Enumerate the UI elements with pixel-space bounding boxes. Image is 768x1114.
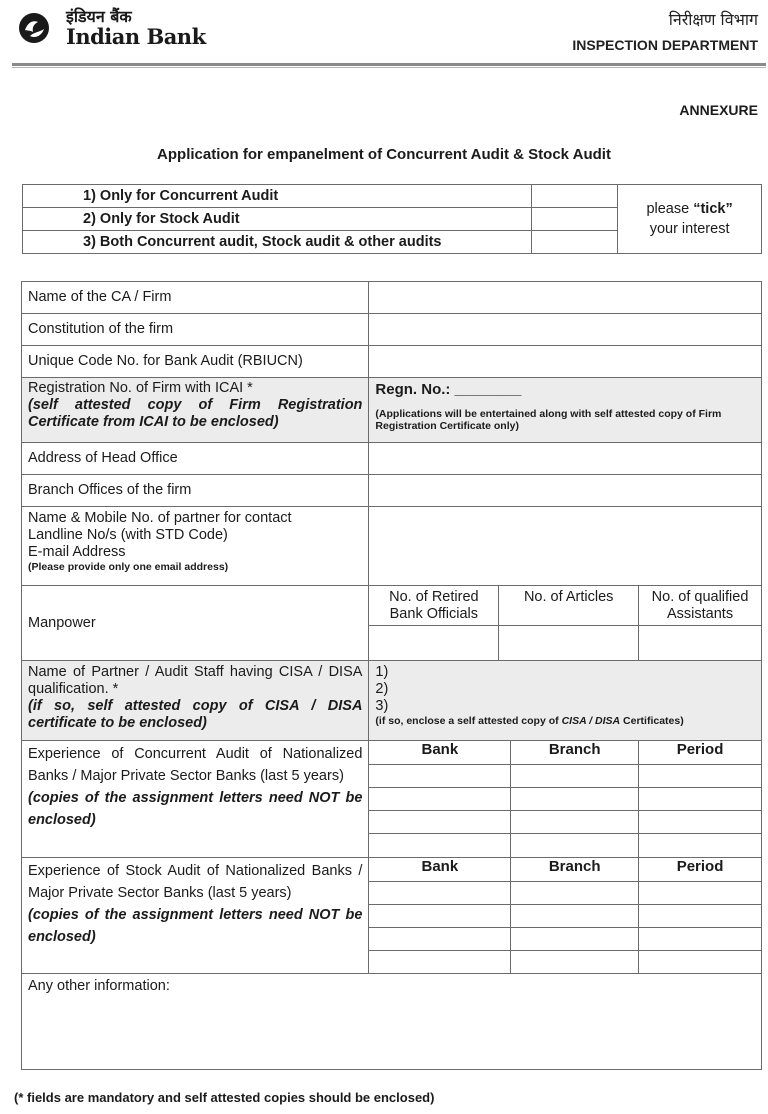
- exp-branch-field[interactable]: [511, 905, 639, 928]
- exp-stock-cell: [22, 858, 369, 974]
- cisa-field[interactable]: [369, 661, 762, 741]
- other-info-field[interactable]: [22, 974, 762, 1070]
- option-tick-box[interactable]: [532, 185, 618, 208]
- exp-branch-field[interactable]: [511, 928, 639, 951]
- cisa-enclose-suffix: Certificates): [620, 715, 684, 727]
- manpower-assistants-header: No. of qualified Assistants: [639, 586, 762, 626]
- cisa-note: (if so, self attested copy of CISA / DISA certificate to be enclosed): [28, 698, 363, 731]
- form-row-unique-code: [22, 346, 762, 378]
- manpower-label: Manpower: [22, 586, 369, 661]
- branch-offices-field[interactable]: [369, 475, 762, 507]
- exp-concurrent-branch-header: Branch: [511, 741, 639, 765]
- exp-concurrent-label: Experience of Concurrent Audit of Nationalized Banks / Major Private Sector Banks (last 5 years): [28, 746, 363, 784]
- option-label: 1) Only for Concurrent Audit: [23, 185, 532, 208]
- department-hindi: निरीक्षण विभाग: [668, 10, 758, 29]
- exp-branch-field[interactable]: [511, 765, 639, 788]
- option-row: [23, 185, 762, 208]
- exp-branch-field[interactable]: [511, 811, 639, 834]
- application-form-table: [21, 281, 762, 1070]
- registration-note: (self attested copy of Firm Registration Certificate from ICAI to be enclosed): [28, 397, 363, 430]
- exp-period-field[interactable]: [639, 765, 762, 788]
- constitution-field[interactable]: [369, 314, 762, 346]
- name-of-ca-label: Name of the CA / Firm: [22, 282, 369, 314]
- cisa-item: 2): [375, 681, 389, 697]
- contact-email-label: E-mail Address: [28, 544, 126, 560]
- form-row-branch-offices: [22, 475, 762, 507]
- exp-period-field[interactable]: [639, 811, 762, 834]
- exp-branch-field[interactable]: [511, 834, 639, 858]
- form-row-contact: [22, 507, 762, 586]
- logo-english-text: Indian Bank: [66, 24, 206, 49]
- contact-partner-label: Name & Mobile No. of partner for contact: [28, 510, 292, 526]
- exp-branch-field[interactable]: [511, 882, 639, 905]
- logo-hindi-text: इंडियन बैंक: [66, 7, 132, 26]
- exp-concurrent-note: (copies of the assignment letters need NOT be enclosed): [28, 790, 363, 828]
- exp-stock-bank-header: Bank: [369, 858, 511, 882]
- tick-prefix: please: [646, 201, 694, 217]
- manpower-retired-header: No. of Retired Bank Officials: [369, 586, 499, 626]
- mandatory-footnote: (* fields are mandatory and self attested copies should be enclosed): [14, 1090, 435, 1105]
- header-rule: [12, 63, 766, 66]
- cisa-enclose-italic: CISA / DISA: [561, 715, 621, 727]
- exp-bank-field[interactable]: [369, 834, 511, 858]
- exp-period-field[interactable]: [639, 905, 762, 928]
- branch-offices-label: Branch Offices of the firm: [22, 475, 369, 507]
- registration-label: Registration No. of Firm with ICAI *: [28, 380, 253, 396]
- form-row-manpower-head: [22, 586, 762, 626]
- exp-branch-field[interactable]: [511, 951, 639, 974]
- option-tick-box[interactable]: [532, 231, 618, 254]
- exp-stock-note: (copies of the assignment letters need NOT be enclosed): [28, 907, 363, 945]
- cisa-enclose-prefix: (if so, enclose a self attested copy of: [375, 715, 562, 727]
- manpower-retired-field[interactable]: [369, 626, 499, 661]
- option-tick-box[interactable]: [532, 208, 618, 231]
- exp-bank-field[interactable]: [369, 765, 511, 788]
- exp-bank-field[interactable]: [369, 905, 511, 928]
- form-row-name: [22, 282, 762, 314]
- exp-period-field[interactable]: [639, 928, 762, 951]
- constitution-label: Constitution of the firm: [22, 314, 369, 346]
- cisa-enclose-note: [375, 715, 755, 727]
- exp-period-field[interactable]: [639, 788, 762, 811]
- address-field[interactable]: [369, 443, 762, 475]
- name-of-ca-field[interactable]: [369, 282, 762, 314]
- cisa-item: 3): [375, 698, 389, 714]
- exp-concurrent-period-header: Period: [639, 741, 762, 765]
- other-info-label: Any other information:: [28, 978, 170, 994]
- exp-bank-field[interactable]: [369, 882, 511, 905]
- exp-bank-field[interactable]: [369, 811, 511, 834]
- tick-suffix: your interest: [649, 221, 730, 237]
- exp-period-field[interactable]: [639, 882, 762, 905]
- contact-landline-label: Landline No/s (with STD Code): [28, 527, 228, 543]
- indian-bank-logo-icon: [18, 12, 50, 44]
- annexure-label: ANNEXURE: [679, 102, 758, 118]
- exp-concurrent-header-row: [22, 741, 762, 765]
- manpower-assistants-field[interactable]: [639, 626, 762, 661]
- exp-bank-field[interactable]: [369, 928, 511, 951]
- exp-branch-field[interactable]: [511, 788, 639, 811]
- exp-bank-field[interactable]: [369, 788, 511, 811]
- exp-bank-field[interactable]: [369, 951, 511, 974]
- form-row-other-info: [22, 974, 762, 1070]
- form-row-cisa: [22, 661, 762, 741]
- form-row-constitution: [22, 314, 762, 346]
- manpower-articles-field[interactable]: [499, 626, 639, 661]
- audit-options-table: [22, 184, 762, 254]
- cisa-label: Name of Partner / Audit Staff having CISA / DISA qualification. *: [28, 664, 363, 697]
- option-label: 2) Only for Stock Audit: [23, 208, 532, 231]
- cisa-cell: [22, 661, 369, 741]
- unique-code-label: Unique Code No. for Bank Audit (RBIUCN): [22, 346, 369, 378]
- option-label: 3) Both Concurrent audit, Stock audit & other audits: [23, 231, 532, 254]
- tick-word: “tick”: [693, 201, 733, 217]
- address-label: Address of Head Office: [22, 443, 369, 475]
- registration-cell: [22, 378, 369, 443]
- form-row-registration: [22, 378, 762, 443]
- manpower-articles-header: No. of Articles: [499, 586, 639, 626]
- exp-stock-label: Experience of Stock Audit of Nationalized Banks / Major Private Sector Banks (last 5 years): [28, 863, 363, 901]
- regn-note: (Applications will be entertained along with self attested copy of Firm Registration Certificate only): [375, 408, 722, 432]
- cisa-item: 1): [375, 664, 389, 680]
- regn-no-label: Regn. No.: ________: [375, 381, 522, 398]
- exp-period-field[interactable]: [639, 951, 762, 974]
- department-english: INSPECTION DEPARTMENT: [572, 37, 758, 53]
- contact-email-note: (Please provide only one email address): [28, 561, 229, 573]
- page-title: Application for empanelment of Concurrent Audit & Stock Audit: [157, 146, 611, 163]
- exp-concurrent-bank-header: Bank: [369, 741, 511, 765]
- exp-stock-period-header: Period: [639, 858, 762, 882]
- exp-period-field[interactable]: [639, 834, 762, 858]
- registration-field[interactable]: [369, 378, 762, 443]
- tick-instruction: [618, 185, 762, 254]
- unique-code-field[interactable]: [369, 346, 762, 378]
- exp-concurrent-cell: [22, 741, 369, 858]
- contact-field[interactable]: [369, 507, 762, 586]
- form-row-address: [22, 443, 762, 475]
- header-rule-thin: [12, 67, 766, 68]
- exp-stock-branch-header: Branch: [511, 858, 639, 882]
- exp-stock-header-row: [22, 858, 762, 882]
- contact-cell: [22, 507, 369, 586]
